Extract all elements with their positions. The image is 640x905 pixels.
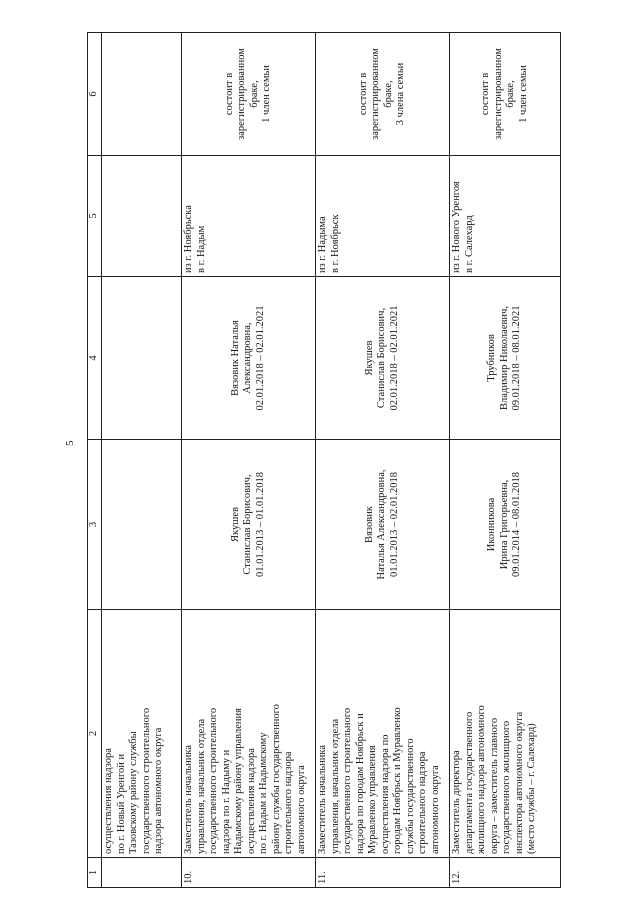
cell-text-line: Заместитель начальника xyxy=(317,744,328,854)
cell-text-line: по г. Новый Уренгой и xyxy=(115,753,127,854)
header-cell: 5 xyxy=(88,156,102,277)
cell-text-line: надзора по г. Надыму и xyxy=(220,749,232,854)
relocation-cell xyxy=(316,156,450,277)
cell-text-line: 1 член семьи xyxy=(517,65,529,123)
cell-text-line: зарегистрированном xyxy=(370,48,381,140)
row-number-cell: 11. xyxy=(316,858,450,888)
previous-holder-cell xyxy=(182,440,316,610)
page-number: 5 xyxy=(64,440,76,446)
cell-text-line: 02.01.2018 – 02.01.2021 xyxy=(254,305,266,411)
cell-text-line: государственного жилищного xyxy=(501,720,512,854)
relocation-cell xyxy=(450,156,561,277)
cell-text-line: 02.01.2018 – 02.01.2021 xyxy=(388,305,400,411)
table-row xyxy=(102,33,182,888)
cell-text-line: осуществления надзора xyxy=(103,748,114,854)
cell-text-line: в г. Надым xyxy=(195,225,207,273)
relocation-cell xyxy=(102,156,182,277)
cell-text-line: инспектора автономного округа xyxy=(513,711,525,854)
cell-text-line: Тазовскому району службы xyxy=(128,731,139,854)
family-status-cell xyxy=(450,33,561,156)
cell-text-line: автономного округа xyxy=(429,765,441,854)
position-cell xyxy=(450,610,561,858)
row-number-cell xyxy=(102,858,182,888)
cell-text-line: Ирина Григорьевна, xyxy=(498,479,510,570)
cell-text-line: управления, начальник отдела xyxy=(195,718,207,854)
position-cell xyxy=(316,610,450,858)
appointee-cell xyxy=(316,277,450,440)
cell-text-line: службы государственного xyxy=(404,738,416,854)
cell-text-line: управления, начальник отдела xyxy=(329,718,341,854)
table-row xyxy=(316,33,450,888)
cell-text-line: Заместитель начальника xyxy=(183,744,194,854)
cell-text-line: в г. Ноябрьск xyxy=(329,214,341,273)
cell-text-line: 01.01.2013 – 02.01.2018 xyxy=(388,472,400,577)
table-row xyxy=(450,33,561,888)
row-number-cell: 12. xyxy=(450,858,561,888)
relocation-cell xyxy=(182,156,316,277)
header-row xyxy=(88,33,102,888)
appointee-cell xyxy=(102,277,182,440)
cell-text-line: состоит в xyxy=(357,72,369,116)
cell-text-line: надзора по городам Ноябрьск и xyxy=(354,713,366,854)
cell-text-line: надзора автономного округа xyxy=(153,727,164,854)
cell-text-line: Наталья Александровна, xyxy=(376,469,388,580)
cell-text-line: автономного округа xyxy=(295,765,307,854)
cell-text-line: Станислав Борисович, xyxy=(242,474,254,575)
table-row xyxy=(182,33,316,888)
cell-text-line: состоит в xyxy=(223,72,235,116)
rotation-schedule-table xyxy=(87,32,561,888)
cell-text-line: осуществления надзора xyxy=(245,748,257,854)
family-status-cell xyxy=(102,33,182,156)
previous-holder-cell xyxy=(450,440,561,610)
cell-text-line: 1 член семьи xyxy=(261,65,272,123)
cell-text-line: Александровна, xyxy=(242,322,254,394)
cell-text-line: из г. Надыма xyxy=(317,216,328,273)
cell-text-line: по г. Надым и Надымскому xyxy=(258,732,269,854)
cell-text-line: (место службы – г. Салехард) xyxy=(526,723,537,854)
cell-text-line: браке, xyxy=(382,80,394,108)
cell-text-line: департамента государственного xyxy=(463,711,475,854)
cell-text-line: Надымскому району управления xyxy=(233,708,244,854)
appointee-cell xyxy=(450,277,561,440)
cell-text-line: району службы государственного xyxy=(270,704,282,854)
rotated-table-container xyxy=(87,33,561,888)
position-cell xyxy=(182,610,316,858)
cell-text-line: Станислав Борисович, xyxy=(376,307,388,409)
cell-text-line: Владимир Николаевич, xyxy=(498,306,510,410)
cell-text-line: в г. Салехард xyxy=(463,215,475,273)
header-cell: 1 xyxy=(88,858,102,888)
cell-text-line: округа – заместитель главного xyxy=(488,717,500,854)
cell-text-line: Вязовик xyxy=(363,506,375,543)
cell-text-line: Якушев xyxy=(363,340,375,376)
cell-text-line: 09.01.2014 – 08.01.2018 xyxy=(511,472,523,577)
previous-holder-cell xyxy=(102,440,182,610)
header-cell: 6 xyxy=(88,33,102,156)
cell-text-line: Якушев xyxy=(229,507,241,542)
cell-text-line: строительного надзора xyxy=(283,751,294,854)
cell-text-line: 09.01.2018 – 08.01.2021 xyxy=(511,305,523,411)
cell-text-line: строительного надзора xyxy=(417,751,428,854)
cell-text-line: браке, xyxy=(505,80,516,108)
header-cell: 4 xyxy=(88,277,102,440)
cell-text-line: государственного строительного xyxy=(208,707,219,854)
cell-text-line: Трубников xyxy=(486,334,498,382)
cell-text-line: 01.01.2013 – 01.01.2018 xyxy=(254,472,266,577)
header-cell: 3 xyxy=(88,440,102,610)
cell-text-line: 3 члена семьи xyxy=(395,62,406,126)
cell-text-line: жилищного надзора автономного xyxy=(476,705,487,854)
cell-text-line: зарегистрированном xyxy=(236,48,247,140)
cell-text-line: государственного строительного xyxy=(140,707,152,854)
cell-text-line: состоит в xyxy=(480,72,491,116)
cell-text-line: браке, xyxy=(248,80,260,108)
cell-text-line: Вязовик Наталья xyxy=(229,320,241,396)
cell-text-line: из г. Нового Уренгоя xyxy=(451,181,462,273)
appointee-cell xyxy=(182,277,316,440)
cell-text-line: государственного строительного xyxy=(342,707,353,854)
cell-text-line: осуществления надзора по xyxy=(379,734,391,854)
family-status-cell xyxy=(316,33,450,156)
cell-text-line: Иконникова xyxy=(486,497,498,552)
previous-holder-cell xyxy=(316,440,450,610)
cell-text-line: Муравленко управления xyxy=(367,745,378,854)
cell-text-line: городам Ноябрьск и Муравленко xyxy=(392,707,403,854)
family-status-cell xyxy=(182,33,316,156)
cell-text-line: из г. Ноябрьска xyxy=(183,205,194,273)
row-number-cell: 10. xyxy=(182,858,316,888)
position-cell xyxy=(102,610,182,858)
header-cell: 2 xyxy=(88,610,102,858)
cell-text-line: Заместитель директора xyxy=(451,750,462,854)
cell-text-line: зарегистрированном xyxy=(492,48,504,140)
